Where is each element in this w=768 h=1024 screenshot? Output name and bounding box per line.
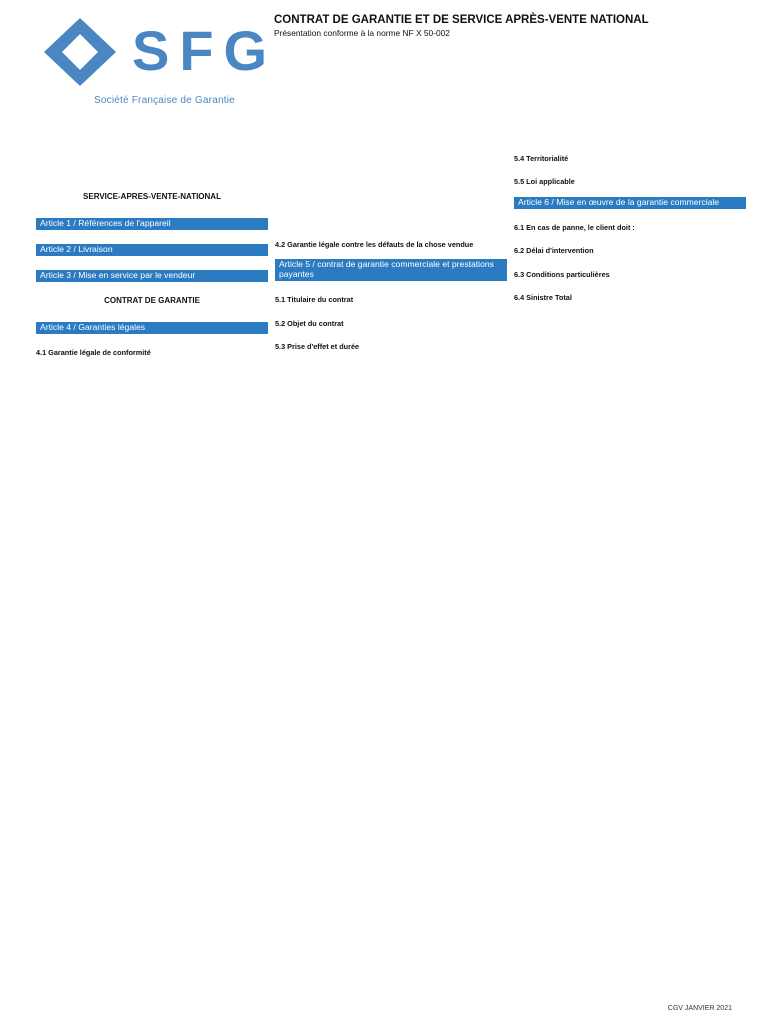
section-5-2-title: 5.2 Objet du contrat — [275, 318, 344, 328]
section-5-1-title: 5.1 Titulaire du contrat — [275, 295, 354, 305]
article-1-title: Article 1 / Références de l'appareil — [36, 218, 268, 230]
footer-version: CGV JANVIER 2021 — [667, 1005, 732, 1012]
sfg-logo-mark — [36, 12, 278, 92]
document-subtitle: Présentation conforme à la norme NF X 50-002 — [274, 28, 450, 38]
heading-contrat-de-garantie: CONTRAT DE GARANTIE — [104, 296, 200, 306]
column-middle — [275, 226, 507, 358]
section-4-2-title: 4.2 Garantie légale contre les défauts de la chose vendue — [275, 240, 474, 249]
article-4-title: Article 4 / Garanties légales — [36, 322, 268, 334]
section-5-5-title: 5.5 Loi applicable — [514, 177, 575, 187]
section-6-2-title: 6.2 Délai d'intervention — [514, 246, 594, 256]
article-3-title: Article 3 / Mise en service par le vendeur — [36, 270, 268, 282]
logo-caption: Société Française de Garantie — [94, 95, 235, 106]
sfg-logo — [36, 12, 278, 106]
column-left — [36, 180, 268, 364]
section-5-4-title: 5.4 Territorialité — [514, 154, 569, 163]
section-5-3-title: 5.3 Prise d'effet et durée — [275, 342, 360, 352]
article-6-title: Article 6 / Mise en œuvre de la garantie commerciale — [514, 197, 746, 209]
column-right — [514, 140, 746, 309]
document-title: CONTRAT DE GARANTIE ET DE SERVICE APRÈS-VENTE NATIONAL — [274, 14, 649, 26]
section-6-4-title: 6.4 Sinistre Total — [514, 293, 572, 303]
article-2-title: Article 2 / Livraison — [36, 244, 268, 256]
section-4-1-title: 4.1 Garantie légale de conformité — [36, 348, 151, 358]
section-6-1-title: 6.1 En cas de panne, le client doit : — [514, 222, 635, 232]
section-6-3-title: 6.3 Conditions particulières — [514, 269, 610, 279]
article-5-title: Article 5 / contrat de garantie commerciale et prestations payantes — [275, 259, 507, 281]
document-header — [274, 14, 744, 40]
heading-service-apres-vente: SERVICE-APRES-VENTE-NATIONAL — [83, 192, 221, 201]
logo-letters: SFG — [132, 19, 278, 82]
